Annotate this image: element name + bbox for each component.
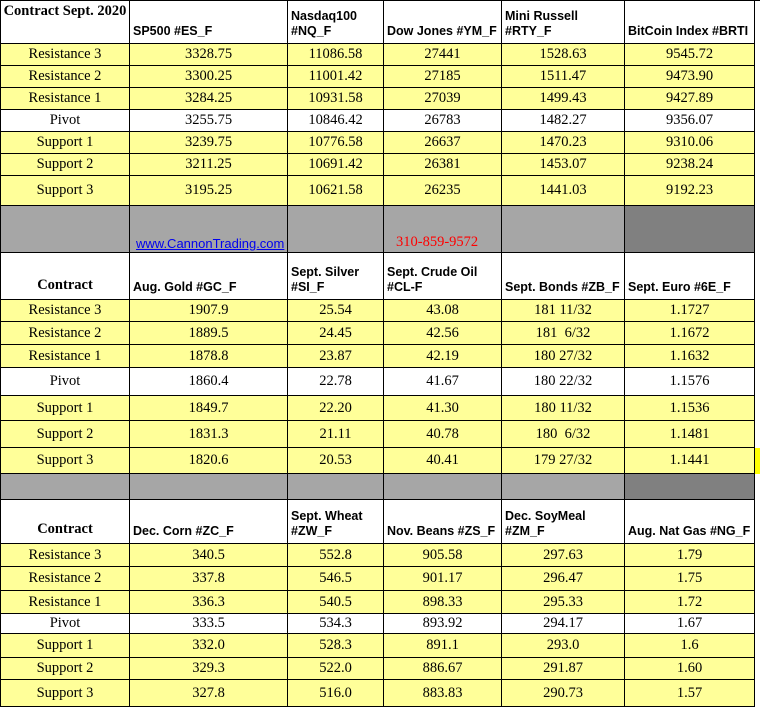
metals-energy-table-row	[0, 300, 760, 322]
agriculture-table-row	[0, 658, 760, 680]
agriculture-table-row	[0, 544, 760, 567]
value-cell: 893.92	[384, 614, 502, 634]
metals-energy-header-col3: Sept. Crude Oil #CL-F	[384, 253, 502, 300]
indices-header-col5: BitCoin Index #BRTI	[625, 0, 755, 44]
level-label: Support 3	[0, 448, 130, 474]
value-cell: 9473.90	[625, 66, 755, 88]
value-cell: 9238.24	[625, 154, 755, 176]
level-label: Support 2	[0, 658, 130, 680]
value-cell: 26381	[384, 154, 502, 176]
agriculture-header-col3: Nov. Beans #ZS_F	[384, 500, 502, 544]
value-cell: 886.67	[384, 658, 502, 680]
value-cell: 1.1441	[625, 448, 755, 474]
agriculture-table-row	[0, 591, 760, 614]
divider-cell	[288, 206, 384, 253]
level-label: Resistance 1	[0, 345, 130, 368]
value-cell: 294.17	[502, 614, 625, 634]
value-cell: 9356.07	[625, 110, 755, 132]
level-label: Support 3	[0, 176, 130, 206]
value-cell: 1.72	[625, 591, 755, 614]
value-cell: 1.60	[625, 658, 755, 680]
value-cell: 10931.58	[288, 88, 384, 110]
value-cell: 10691.42	[288, 154, 384, 176]
value-cell: 3300.25	[130, 66, 288, 88]
value-cell: 180 6/32	[502, 421, 625, 448]
value-cell: 41.67	[384, 368, 502, 396]
value-cell: 27441	[384, 44, 502, 66]
level-label: Support 2	[0, 421, 130, 448]
level-label: Resistance 2	[0, 66, 130, 88]
value-cell: 3255.75	[130, 110, 288, 132]
value-cell: 40.41	[384, 448, 502, 474]
value-cell: 3211.25	[130, 154, 288, 176]
value-cell: 290.73	[502, 680, 625, 707]
level-label: Pivot	[0, 614, 130, 634]
divider-cell	[502, 206, 625, 253]
value-cell: 1.57	[625, 680, 755, 707]
divider-cell	[625, 474, 755, 500]
agriculture-header-col5: Aug. Nat Gas #NG_F	[625, 500, 755, 544]
indices-header-col3: Dow Jones #YM_F	[384, 0, 502, 44]
divider-row-contact	[0, 206, 760, 253]
value-cell: 1860.4	[130, 368, 288, 396]
value-cell: 296.47	[502, 567, 625, 591]
value-cell: 20.53	[288, 448, 384, 474]
value-cell: 26637	[384, 132, 502, 154]
level-label: Resistance 1	[0, 88, 130, 110]
value-cell: 22.20	[288, 396, 384, 421]
value-cell: 10776.58	[288, 132, 384, 154]
value-cell: 11086.58	[288, 44, 384, 66]
indices-table-row	[0, 88, 760, 110]
value-cell: 332.0	[130, 634, 288, 658]
value-cell: 1.1576	[625, 368, 755, 396]
agriculture-header-col4: Dec. SoyMeal #ZM_F	[502, 500, 625, 544]
value-cell: 22.78	[288, 368, 384, 396]
offscreen-cell-marker	[755, 448, 760, 474]
metals-energy-table-row	[0, 345, 760, 368]
level-label: Resistance 3	[0, 544, 130, 567]
value-cell: 1.6	[625, 634, 755, 658]
agriculture-header-col2: Sept. Wheat #ZW_F	[288, 500, 384, 544]
value-cell: 21.11	[288, 421, 384, 448]
value-cell: 180 22/32	[502, 368, 625, 396]
indices-header-col2: Nasdaq100 #NQ_F	[288, 0, 384, 44]
indices-table-row	[0, 110, 760, 132]
value-cell: 24.45	[288, 322, 384, 345]
metals-energy-table-row	[0, 421, 760, 448]
value-cell: 9545.72	[625, 44, 755, 66]
value-cell: 179 27/32	[502, 448, 625, 474]
value-cell: 293.0	[502, 634, 625, 658]
value-cell: 1.1632	[625, 345, 755, 368]
indices-table-row	[0, 176, 760, 206]
level-label: Resistance 2	[0, 567, 130, 591]
agriculture-header-contract: Contract	[0, 500, 130, 544]
value-cell: 26235	[384, 176, 502, 206]
level-label: Resistance 1	[0, 591, 130, 614]
value-cell: 898.33	[384, 591, 502, 614]
value-cell: 1.1481	[625, 421, 755, 448]
value-cell: 516.0	[288, 680, 384, 707]
sheet-top-border	[0, 0, 760, 1]
value-cell: 1511.47	[502, 66, 625, 88]
value-cell: 1.67	[625, 614, 755, 634]
value-cell: 905.58	[384, 544, 502, 567]
level-label: Support 1	[0, 634, 130, 658]
level-label: Resistance 3	[0, 300, 130, 322]
value-cell: 901.17	[384, 567, 502, 591]
agriculture-table-row	[0, 680, 760, 707]
value-cell: 336.3	[130, 591, 288, 614]
phone-number: 310-859-9572	[396, 234, 479, 250]
agriculture-header-col1: Dec. Corn #ZC_F	[130, 500, 288, 544]
value-cell: 10846.42	[288, 110, 384, 132]
value-cell: 9427.89	[625, 88, 755, 110]
metals-energy-table-row	[0, 322, 760, 345]
value-cell: 1.1536	[625, 396, 755, 421]
value-cell: 1482.27	[502, 110, 625, 132]
value-cell: 1528.63	[502, 44, 625, 66]
value-cell: 546.5	[288, 567, 384, 591]
metals-energy-header-col1: Aug. Gold #GC_F	[130, 253, 288, 300]
indices-table-row	[0, 154, 760, 176]
value-cell: 522.0	[288, 658, 384, 680]
value-cell: 40.78	[384, 421, 502, 448]
value-cell: 11001.42	[288, 66, 384, 88]
indices-table-row	[0, 132, 760, 154]
value-cell: 1.1727	[625, 300, 755, 322]
cannon-trading-link[interactable]: www.CannonTrading.com	[136, 236, 285, 251]
metals-energy-header-row	[0, 253, 760, 300]
value-cell: 534.3	[288, 614, 384, 634]
divider-cell	[625, 206, 755, 253]
indices-header-contract: Contract Sept. 2020	[0, 0, 130, 44]
metals-energy-header-contract: Contract	[0, 253, 130, 300]
divider-cell	[0, 474, 130, 500]
level-label: Pivot	[0, 368, 130, 396]
value-cell: 3328.75	[130, 44, 288, 66]
value-cell: 1.1672	[625, 322, 755, 345]
level-label: Support 1	[0, 132, 130, 154]
value-cell: 1889.5	[130, 322, 288, 345]
level-label: Support 2	[0, 154, 130, 176]
value-cell: 1470.23	[502, 132, 625, 154]
agriculture-table-row	[0, 634, 760, 658]
value-cell: 552.8	[288, 544, 384, 567]
metals-energy-header-col2: Sept. Silver #SI_F	[288, 253, 384, 300]
value-cell: 329.3	[130, 658, 288, 680]
value-cell: 42.19	[384, 345, 502, 368]
divider-row-blank	[0, 474, 760, 500]
level-label: Resistance 3	[0, 44, 130, 66]
value-cell: 528.3	[288, 634, 384, 658]
agriculture-header-row	[0, 500, 760, 544]
metals-energy-table-row	[0, 448, 760, 474]
value-cell: 1499.43	[502, 88, 625, 110]
value-cell: 3195.25	[130, 176, 288, 206]
value-cell: 23.87	[288, 345, 384, 368]
value-cell: 1849.7	[130, 396, 288, 421]
level-label: Pivot	[0, 110, 130, 132]
value-cell: 1907.9	[130, 300, 288, 322]
level-label: Support 3	[0, 680, 130, 707]
value-cell: 1.79	[625, 544, 755, 567]
value-cell: 1878.8	[130, 345, 288, 368]
metals-energy-table-row	[0, 368, 760, 396]
indices-table-row	[0, 66, 760, 88]
value-cell: 10621.58	[288, 176, 384, 206]
metals-energy-header-col4: Sept. Bonds #ZB_F	[502, 253, 625, 300]
agriculture-table-row	[0, 614, 760, 634]
indices-header-col1: SP500 #ES_F	[130, 0, 288, 44]
value-cell: 340.5	[130, 544, 288, 567]
divider-cell	[502, 474, 625, 500]
level-label: Resistance 2	[0, 322, 130, 345]
metals-energy-table-row	[0, 396, 760, 421]
value-cell: 27185	[384, 66, 502, 88]
indices-header-col4: Mini Russell #RTY_F	[502, 0, 625, 44]
value-cell: 25.54	[288, 300, 384, 322]
value-cell: 26783	[384, 110, 502, 132]
value-cell: 295.33	[502, 591, 625, 614]
value-cell: 43.08	[384, 300, 502, 322]
value-cell: 180 11/32	[502, 396, 625, 421]
value-cell: 42.56	[384, 322, 502, 345]
value-cell: 297.63	[502, 544, 625, 567]
value-cell: 41.30	[384, 396, 502, 421]
value-cell: 27039	[384, 88, 502, 110]
metals-energy-header-col5: Sept. Euro #6E_F	[625, 253, 755, 300]
value-cell: 1.75	[625, 567, 755, 591]
value-cell: 1441.03	[502, 176, 625, 206]
value-cell: 3284.25	[130, 88, 288, 110]
indices-header-row	[0, 0, 760, 44]
value-cell: 883.83	[384, 680, 502, 707]
indices-table-row	[0, 44, 760, 66]
value-cell: 327.8	[130, 680, 288, 707]
level-label: Support 1	[0, 396, 130, 421]
value-cell: 1831.3	[130, 421, 288, 448]
value-cell: 891.1	[384, 634, 502, 658]
divider-cell	[288, 474, 384, 500]
agriculture-table-row	[0, 567, 760, 591]
divider-cell	[0, 206, 130, 253]
value-cell: 1453.07	[502, 154, 625, 176]
value-cell: 9310.06	[625, 132, 755, 154]
value-cell: 181 6/32	[502, 322, 625, 345]
value-cell: 540.5	[288, 591, 384, 614]
value-cell: 3239.75	[130, 132, 288, 154]
value-cell: 333.5	[130, 614, 288, 634]
divider-cell	[384, 474, 502, 500]
value-cell: 337.8	[130, 567, 288, 591]
value-cell: 180 27/32	[502, 345, 625, 368]
value-cell: 291.87	[502, 658, 625, 680]
divider-cell	[130, 474, 288, 500]
value-cell: 1820.6	[130, 448, 288, 474]
value-cell: 9192.23	[625, 176, 755, 206]
value-cell: 181 11/32	[502, 300, 625, 322]
